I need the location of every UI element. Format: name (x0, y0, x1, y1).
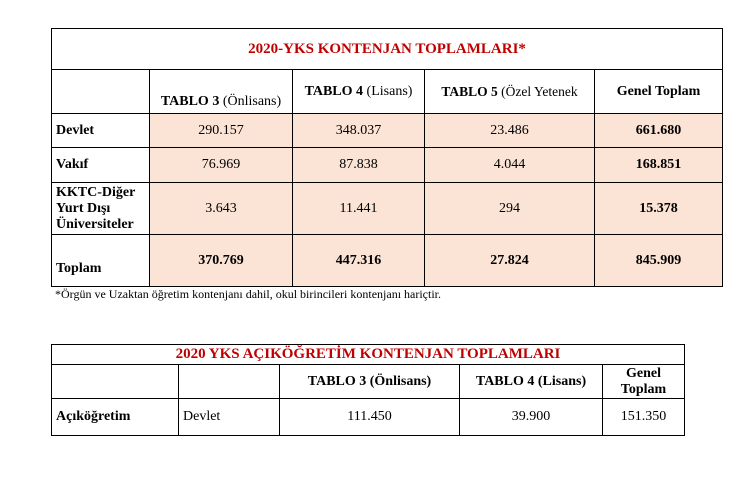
header-empty (52, 365, 179, 399)
row-sublabel: Devlet (179, 399, 280, 436)
row-label: Açıköğretim (52, 399, 179, 436)
row-label: Devlet (52, 114, 150, 148)
table-row (52, 399, 685, 436)
header-tablo4: TABLO 4 (Lisans) (293, 70, 425, 114)
footnote: *Örgün ve Uzaktan öğretim kontenjanı dahil, okul birincileri kontenjanı hariçtir. (55, 287, 442, 301)
row-label: Toplam (52, 235, 150, 287)
header-tablo3: TABLO 3 (Önlisans) (280, 365, 460, 399)
table-row-total (52, 235, 723, 287)
table-row (52, 148, 723, 183)
table-row (52, 114, 723, 148)
cell-total: 151.350 (603, 399, 685, 436)
header-empty (179, 365, 280, 399)
cell-total: 168.851 (595, 148, 723, 183)
cell-tablo5: 27.824 (425, 235, 595, 287)
cell-tablo4: 39.900 (460, 399, 603, 436)
cell-total: 661.680 (595, 114, 723, 148)
header-empty (52, 70, 150, 114)
row-label: KKTC-Diğer Yurt Dışı Üniversiteler (52, 183, 150, 235)
cell-tablo4: 447.316 (293, 235, 425, 287)
cell-tablo3: 3.643 (150, 183, 293, 235)
cell-tablo5: 23.486 (425, 114, 595, 148)
table-row (52, 183, 723, 235)
cell-tablo3: 370.769 (150, 235, 293, 287)
cell-total: 15.378 (595, 183, 723, 235)
row-label: Vakıf (52, 148, 150, 183)
cell-tablo5: 294 (425, 183, 595, 235)
header-tablo4: TABLO 4 (Lisans) (460, 365, 603, 399)
cell-tablo3: 76.969 (150, 148, 293, 183)
cell-total: 845.909 (595, 235, 723, 287)
cell-tablo4: 87.838 (293, 148, 425, 183)
kontenjan-table (51, 28, 723, 287)
header-genel-toplam: Genel Toplam (603, 365, 685, 399)
acikogretim-table (51, 344, 685, 436)
header-tablo5: TABLO 5 (Özel Yetenek (425, 70, 595, 114)
cell-tablo5: 4.044 (425, 148, 595, 183)
table-title: 2020-YKS KONTENJAN TOPLAMLARI* (52, 29, 723, 70)
cell-tablo3: 290.157 (150, 114, 293, 148)
header-tablo3: TABLO 3 (Önlisans) (150, 70, 293, 114)
cell-tablo4: 11.441 (293, 183, 425, 235)
table-title: 2020 YKS AÇIKÖĞRETİM KONTENJAN TOPLAMLARI (52, 345, 685, 365)
header-genel-toplam: Genel Toplam (595, 70, 723, 114)
cell-tablo3: 111.450 (280, 399, 460, 436)
cell-tablo4: 348.037 (293, 114, 425, 148)
